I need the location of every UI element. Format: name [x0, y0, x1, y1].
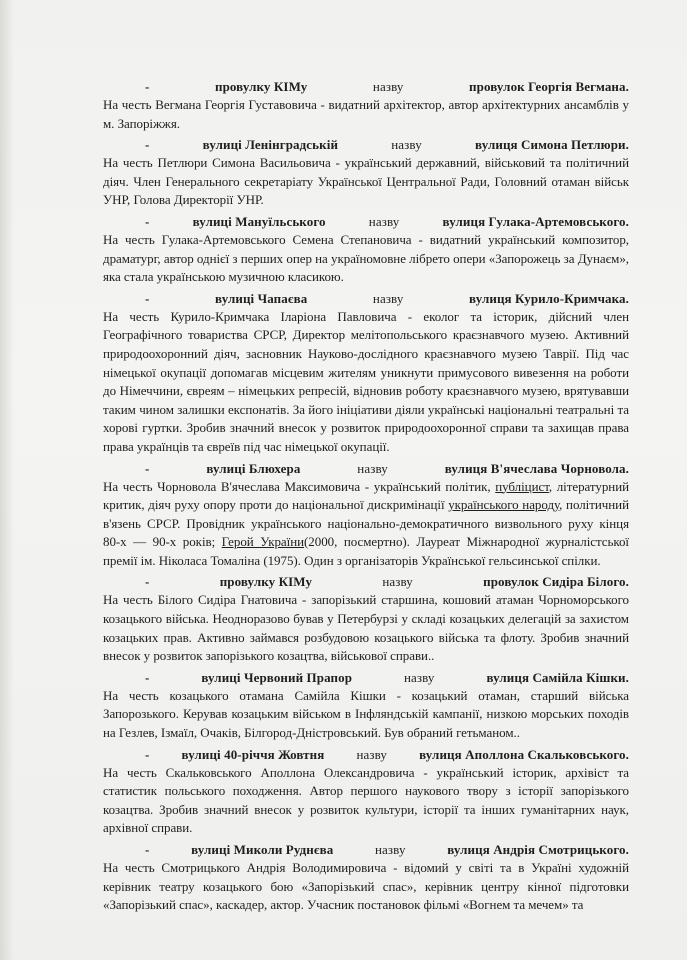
- entry-description: На честь Гулака-Артемовського Семена Степановича - видатний український композитор, драматург, автор однієї з перших опер на україномовне лібрето опери «Запорожець за Дунаєм», яка стала українською музичною класикою.: [103, 231, 629, 285]
- dash: -: [145, 574, 150, 590]
- dash: -: [145, 746, 150, 762]
- entry-description: На честь козацького отамана Самійла Кішки - козацький отаман, старший війська Запорозького. Керував козацьким військом в Інфляндській кампанії, низкою морських походів на Гезлев, Ізмаїл, Очаків, Білгород-Дністровський. Був обраний гетьманом..: [103, 687, 629, 741]
- old-street-name: вулиці Мануїльського: [192, 213, 326, 229]
- new-street-name: провулок Георгія Вегмана.: [469, 79, 629, 94]
- text-segment: На честь Чорновола В'ячеслава Максимовича - український політик,: [103, 478, 496, 494]
- entry-9: [103, 841, 629, 915]
- text-segment: , політичний в'язень СРСР. Провідник українського національно-демократичного визвольного руху кінця 80-х — 90-х років;: [103, 497, 629, 550]
- dash: -: [145, 137, 150, 153]
- entry-description: На честь Білого Сидіра Гнатовича - запорізький старшина, кошовий атаман Чорноморського козацького війська. Неодноразово бував у Петербурзі у складі козацьких делегацій за захистом козацьких прав. Активно займався розбудовою козацького війська та флоту. Зробив значний внесок у розвиток запорізького козацтва, військової справи..: [103, 592, 629, 664]
- dash: -: [145, 79, 150, 94]
- entry-3: [103, 213, 629, 287]
- old-street-name: вулиці Чапаєва: [215, 290, 308, 306]
- new-street-name: вулиця Самійла Кішки.: [486, 669, 629, 685]
- new-street-name: вулиця Андрія Смотрицького.: [447, 842, 629, 857]
- new-street-name: провулок Сидіра Білого.: [483, 574, 629, 590]
- entry-description: На честь Петлюри Симона Васильовича - український державний, військовий та політичний діяч. Член Генерального секретаріату Української Центральної Ради, Головний отаман військ УНР, Голова Директорії УНР.: [103, 155, 629, 208]
- entry-7: [103, 669, 629, 743]
- new-street-name: вулиця Симона Петлюри.: [475, 137, 629, 153]
- entry-heading: [103, 573, 629, 591]
- old-street-name: провулку КІМу: [219, 574, 313, 590]
- entry-description: На честь Курило-Кримчака Іларіона Павловича - еколог та історик, дійсний член Географічного товариства СРСР, Директор мелітопольського краєзнавчого музею. Активний природоохоронний діяч, засновник Науково-дослідного краєзнавчого музею Таврії. Під час німецької окупації допомагав місцевим жителям уникнути примусового вивезення на роботи до Німеччини, євреям – німецьких репресій, відновив роботу краєзнавчого музею, врятувавши таким чином залишки експонатів. За його ініціативи діяли українські національні театральні та хорові гуртки. Зробив значний внесок у розвиток природоохоронної справи та захищав права права українців та євреїв під час німецької окупації.: [103, 308, 629, 454]
- new-street-name: вулиця В'ячеслава Чорновола.: [444, 460, 629, 476]
- entry-heading: [103, 290, 629, 308]
- entry-heading: [103, 213, 629, 231]
- entry-description: На честь Скальковського Аполлона Олександровича - український історик, архівіст та статистик польського походження. Автор першого наукового твору з історії запорізького козацтва. Зробив значний внесок у розвиток культури, історії та інших гуманітарних наук, архівної справи.: [103, 764, 629, 836]
- entry-1: [103, 78, 629, 133]
- rename-word: назву: [382, 574, 413, 590]
- old-street-name: вулиці 40-річчя Жовтня: [181, 746, 325, 762]
- entry-8: [103, 746, 629, 838]
- dash: -: [145, 290, 150, 306]
- dash: -: [145, 669, 150, 685]
- new-street-name: вулиця Гулака-Артемовського.: [442, 213, 629, 229]
- link-hero-of-ukraine[interactable]: Герой України: [221, 534, 305, 550]
- rename-word: назву: [391, 137, 422, 153]
- rename-word: назву: [403, 669, 435, 685]
- rename-word: назву: [356, 746, 388, 762]
- rename-word: назву: [368, 213, 400, 229]
- entry-heading: [103, 136, 629, 154]
- rename-word: назву: [374, 842, 406, 857]
- new-street-name: вулиця Аполлона Скальковського.: [419, 746, 629, 762]
- entry-5: [103, 460, 629, 571]
- entry-heading: [103, 669, 629, 687]
- entry-heading: [103, 841, 629, 859]
- new-street-name: вулиця Курило-Кримчака.: [469, 290, 629, 306]
- link-publicist[interactable]: публіцист: [495, 478, 549, 494]
- entry-heading: [103, 746, 629, 764]
- rename-word: назву: [372, 290, 404, 306]
- entry-4: [103, 290, 629, 457]
- old-street-name: вулиці Червоний Прапор: [201, 669, 353, 685]
- entry-heading: [103, 460, 629, 478]
- rename-word: назву: [357, 460, 388, 476]
- entry-6: [103, 573, 629, 665]
- old-street-name: вулиці Миколи Руднєва: [191, 842, 334, 857]
- dash: -: [145, 213, 150, 229]
- dash: -: [145, 842, 150, 857]
- dash: -: [145, 460, 150, 476]
- entry-description: На честь Смотрицького Андрія Володимировича - відомий у світі та в Україні художній керівник театру козацького бою «Запорізький спас», керівник центру кінної підготовки «Запорізький спас», каскадер, актор. Учасник постановок фільмі «Вогнем та мечем» та: [103, 860, 629, 913]
- old-street-name: вулиці Ленінградській: [202, 137, 339, 153]
- old-street-name: провулку КІМу: [214, 79, 308, 94]
- entry-heading: [103, 78, 629, 96]
- rename-word: назву: [372, 79, 404, 94]
- text-segment: , літературний критик, діяч руху опору проти до національної дискримінації: [103, 478, 630, 513]
- entry-2: [103, 136, 629, 210]
- entry-description: [103, 478, 629, 571]
- old-street-name: вулиці Блюхера: [206, 460, 301, 476]
- entry-description: На честь Вегмана Георгія Густавовича - видатний архітектор, автор архітектурних ансамблів у м. Запоріжжя.: [103, 97, 629, 131]
- link-ukrainian-people[interactable]: українського народу: [448, 497, 560, 513]
- text-segment: (2000, посмертно). Лауреат Міжнародної журналістської премії ім. Ніколаса Томаліна (1975). Один з організаторів Української гельсинської спілки.: [103, 534, 629, 568]
